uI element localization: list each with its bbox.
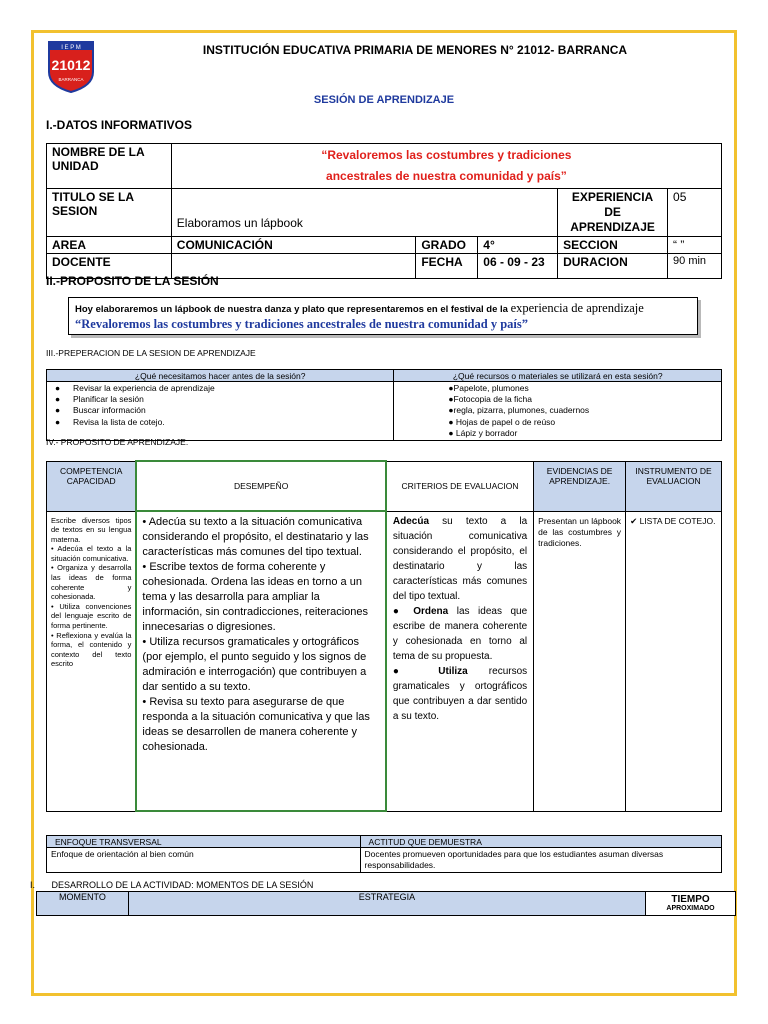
tiempo-header: TIEMPO APROXIMADO xyxy=(646,892,736,916)
actitud-header: ACTITUD QUE DEMUESTRA xyxy=(360,836,721,848)
experience-value: 05 xyxy=(668,189,722,237)
check-icon: ✔ xyxy=(630,515,638,526)
fecha-value: 06 - 09 - 23 xyxy=(478,254,558,279)
list-item: • Escribe textos de forma coherente y cohesionada. Ordena las ideas en torno a un tema y las desarrolla para ampliar la información, sin contradicciones, reiteraciones innecesarias o digresiones. xyxy=(142,561,369,633)
experience-label: EXPERIENCIA DE APRENDIZAJE xyxy=(558,189,668,237)
desarrollo-table xyxy=(36,891,736,916)
list-item: • Adecúa el texto a la situación comunicativa. xyxy=(51,544,132,563)
title-label: TITULO SE LA SESION xyxy=(47,189,172,237)
section-desarrollo-title: I. DESARROLLO DE LA ACTIVIDAD: MOMENTOS DE LA SESIÓN xyxy=(30,880,314,890)
section-preparacion-title: III.-PREPERACION DE LA SESION DE APRENDIZAJE xyxy=(46,348,256,358)
list-item: • Revisa su texto para asegurarse de que responda a la situación comunicativa y que las ideas se desarrollen de manera coherente y cohesionada. xyxy=(142,696,370,753)
unit-label: NOMBRE DE LA UNIDAD xyxy=(47,144,172,189)
list-item: ●Fotocopia de la ficha xyxy=(448,394,532,405)
logo-top-text: I E P M xyxy=(61,45,81,51)
list-item: ● Buscar información xyxy=(55,405,146,416)
logo-bottom-text: BARRANCA xyxy=(58,77,84,82)
list-item: • Utiliza convenciones del lenguaje escrito de forma pertinente. xyxy=(51,601,132,631)
session-title-value: Elaboramos un lápbook xyxy=(171,189,557,237)
list-item: ●regla, pizarra, plumones, cuadernos xyxy=(448,405,590,416)
list-item: ● Revisar la experiencia de aprendizaje xyxy=(55,383,215,393)
prep-col2-header: ¿Qué recursos o materiales se utilizará en esta sesión? xyxy=(394,370,722,382)
competencia-cell: Escribe diversos tipos de textos en su lengua materna. • Adecúa el texto a la situación comunicativa. • Organiza y desarrolla las ideas de forma coherente y cohesionada. • Utiliza convenciones del lenguaje escrito de forma pertinente. • Reflexiona y evalúa la forma, el contenido y contexto del texto escrito xyxy=(47,511,137,811)
area-label: AREA xyxy=(47,237,172,254)
unit-name: “Revaloremos las costumbres y tradiciones ancestrales de nuestra comunidad y país” xyxy=(171,144,721,189)
area-value: COMUNICACIÓN xyxy=(171,237,416,254)
purpose-text-serif: experiencia de aprendizaje xyxy=(510,301,644,315)
fecha-label: FECHA xyxy=(416,254,478,279)
grado-label: GRADO xyxy=(416,237,478,254)
section-aprendizaje-title: IV.- PROPOSITO DE APRENDIZAJE. xyxy=(46,437,189,447)
header-competencia: COMPETENCIA CAPACIDAD xyxy=(47,461,137,511)
list-item: Adecúa su texto a la situación comunicativa considerando el propósito, el destinatario y las características más comunes del tipo textual. xyxy=(392,515,528,602)
estrategia-header: ESTRATEGIA xyxy=(128,892,645,916)
prep-col1-header: ¿Qué necesitamos hacer antes de la sesión? xyxy=(47,370,394,382)
resources-list xyxy=(394,382,722,441)
list-item: ● Planificar la sesión xyxy=(55,394,144,405)
enfoque-header: ENFOQUE TRANSVERSAL xyxy=(47,836,361,848)
instrumento-cell: ✔ LISTA DE COTEJO. xyxy=(626,511,722,811)
seccion-value: “ ” xyxy=(668,237,722,254)
desempeno-cell xyxy=(136,511,385,811)
momento-header: MOMENTO xyxy=(37,892,129,916)
header-evidencias: EVIDENCIAS DE APRENDIZAJE. xyxy=(534,461,626,511)
preparacion-table xyxy=(46,369,722,441)
list-item: ● Lápiz y borrador xyxy=(448,427,518,438)
header-instrumento: INSTRUMENTO DE EVALUACION xyxy=(626,461,722,511)
list-item: • Utiliza recursos gramaticales y ortográficos (por ejemplo, el punto seguido y los signos de admiración e interrogación) que contribuyen a dar sentido a su texto. xyxy=(142,636,367,693)
list-item: ●Papelote, plumones xyxy=(448,383,529,393)
purpose-quote: “Revaloremos las costumbres y tradiciones ancestrales de nuestra comunidad y país” xyxy=(75,317,528,331)
duracion-label: DURACION xyxy=(558,254,668,279)
institution-name: INSTITUCIÓN EDUCATIVA PRIMARIA DE MENORES N° 21012- BARRANCA xyxy=(202,43,628,57)
evidencia-cell: Presentan un lápbook de las costumbres y tradiciones. xyxy=(534,511,626,811)
list-item: ● Hojas de papel o de reúso xyxy=(448,416,556,427)
aprendizaje-table xyxy=(46,460,722,812)
seccion-label: SECCION xyxy=(558,237,668,254)
list-item: • Reflexiona y evalúa la forma, el contenido y contexto del texto escrito xyxy=(51,630,132,669)
list-item: • Adecúa su texto a la situación comunicativa considerando el propósito, el destinatario y las características más comunes del tipo textual. xyxy=(142,516,369,558)
before-list xyxy=(47,382,394,441)
logo-number: 21012 xyxy=(51,57,91,73)
enfoque-value: Enfoque de orientación al bien común xyxy=(47,848,361,873)
grado-value: 4° xyxy=(478,237,558,254)
header-criterios: CRITERIOS DE EVALUACION xyxy=(386,461,534,511)
session-title: SESIÓN DE APRENDIZAJE xyxy=(313,94,455,106)
purpose-text: Hoy elaboraremos un lápbook de nuestra danza y plato que representaremos en el festival de la xyxy=(75,304,508,315)
list-item: • Organiza y desarrolla las ideas de forma coherente y cohesionada. xyxy=(51,563,132,602)
criterios-cell xyxy=(386,511,534,811)
actitud-value: Docentes promueven oportunidades para que los estudiantes asuman diversas responsabilidades. xyxy=(360,848,721,873)
enfoque-table xyxy=(46,835,722,873)
list-item: ● Utiliza recursos gramaticales y ortográficos que contribuyen a dar sentido a su texto. xyxy=(392,665,528,722)
list-item: ● Ordena las ideas que escribe de manera coherente y cohesionada en torno al tema de su propuesta. xyxy=(392,605,528,662)
list-item: ● Revisa la lista de cotejo. xyxy=(55,416,165,427)
datos-table xyxy=(46,143,722,279)
docente-label: DOCENTE xyxy=(47,254,172,279)
header-desempeno: DESEMPEÑO xyxy=(136,461,385,511)
purpose-box xyxy=(68,297,698,335)
duracion-value: 90 min xyxy=(668,254,722,279)
section-proposito-title: II.-PROPOSITO DE LA SESIÓN xyxy=(46,274,219,288)
school-logo xyxy=(46,38,96,94)
section-datos-title: I.-DATOS INFORMATIVOS xyxy=(46,118,192,132)
